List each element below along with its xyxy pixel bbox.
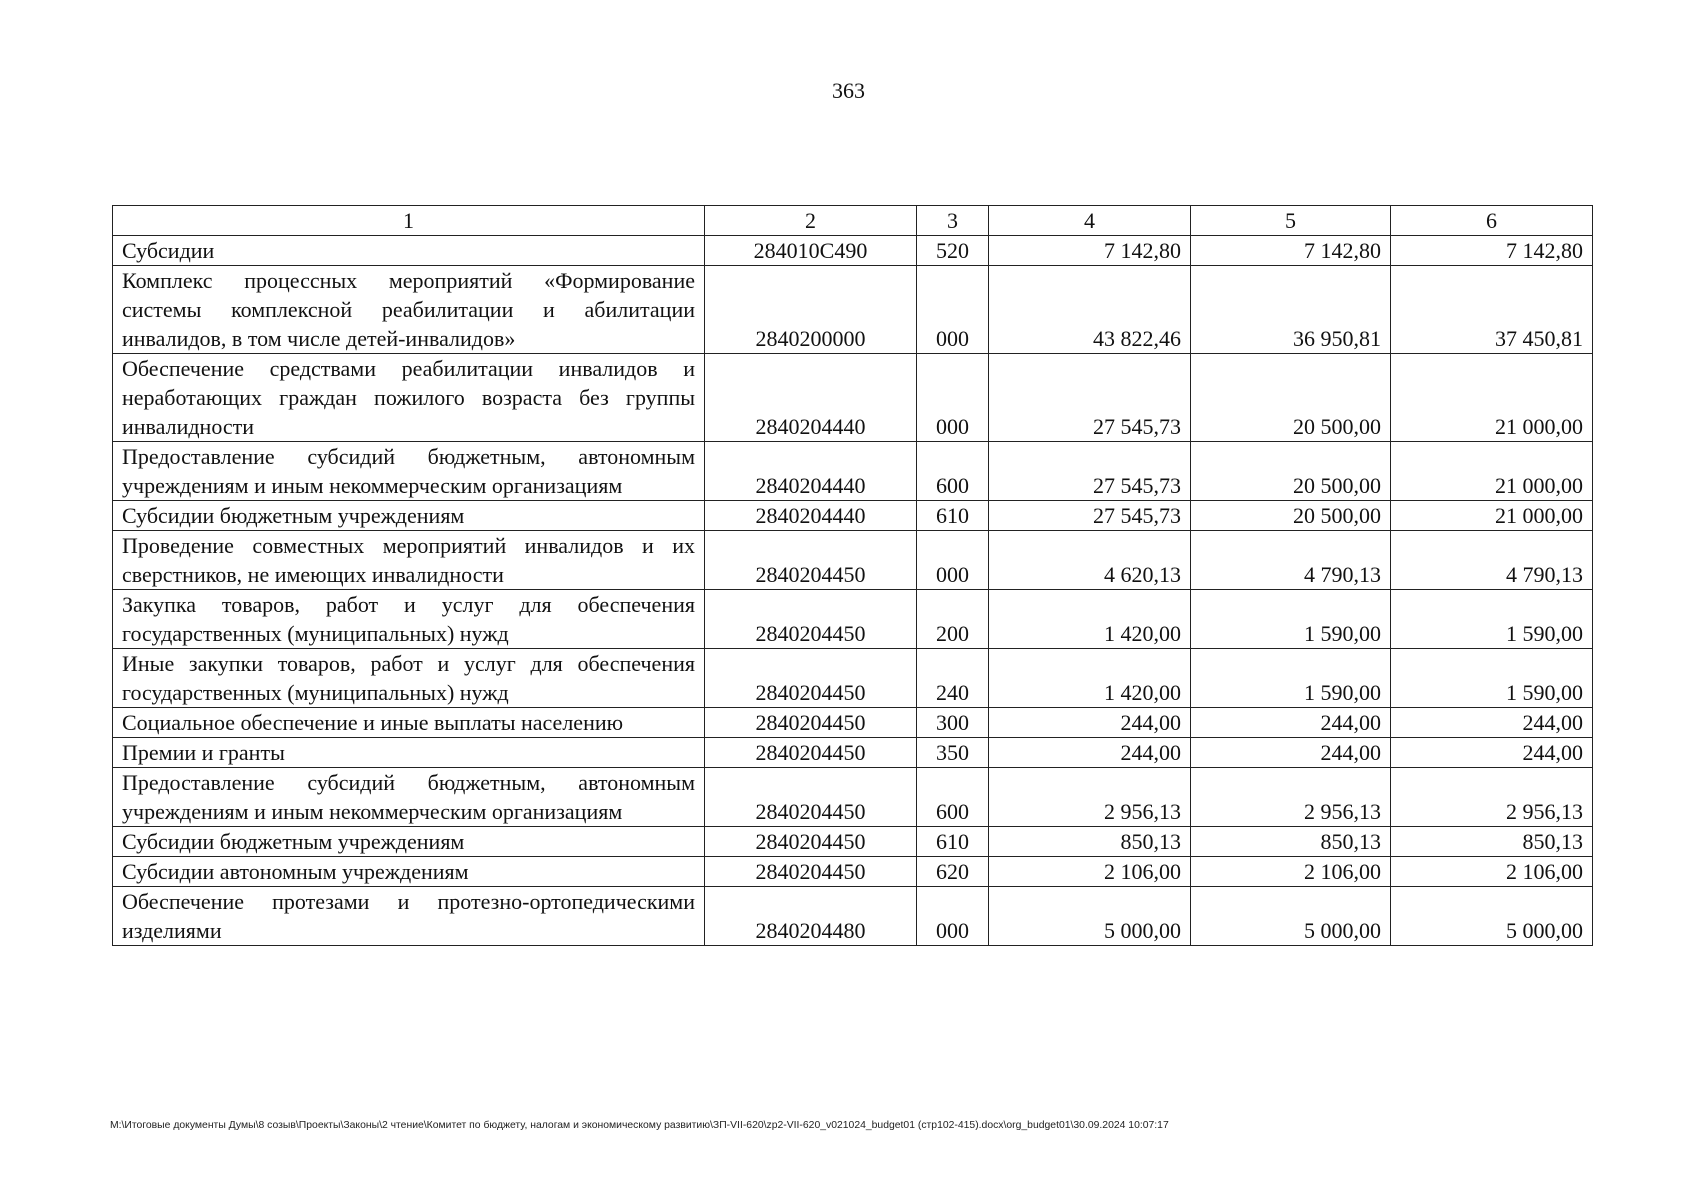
- table-row: [113, 442, 1593, 501]
- row-value-col4-cell: 7 142,80: [989, 236, 1191, 266]
- row-value-col4-cell: 2 106,00: [989, 857, 1191, 887]
- row-value-col4-cell: 850,13: [989, 827, 1191, 857]
- row-code-cell: 2840204450: [705, 590, 917, 649]
- row-value-col4-cell: 1 420,00: [989, 590, 1191, 649]
- row-value-col5-cell: 7 142,80: [1191, 236, 1391, 266]
- row-expense-type-cell: 000: [917, 887, 989, 946]
- row-value-col5-cell: 244,00: [1191, 738, 1391, 768]
- row-value-col5-cell: 1 590,00: [1191, 649, 1391, 708]
- row-expense-type-cell: 520: [917, 236, 989, 266]
- row-value-col4-cell: 27 545,73: [989, 354, 1191, 442]
- row-value-col4-cell: 1 420,00: [989, 649, 1191, 708]
- row-value-col5-cell: 20 500,00: [1191, 354, 1391, 442]
- table-row: [113, 354, 1593, 442]
- table-row: [113, 501, 1593, 531]
- row-value-col6-cell: 5 000,00: [1391, 887, 1593, 946]
- row-value-col5-cell: 36 950,81: [1191, 266, 1391, 354]
- row-expense-type-cell: 000: [917, 354, 989, 442]
- row-value-col4-cell: 4 620,13: [989, 531, 1191, 590]
- row-value-col6-cell: 2 106,00: [1391, 857, 1593, 887]
- footer-file-path: M:\Итоговые документы Думы\8 созыв\Проекты\Законы\2 чтение\Комитет по бюджету, налогам и экономическому развитию\ЗП-VII-620\zp2-VII-620_v021024_budget01 (стр102-415).docx\org_budget01\30.09.2024 10:07:17: [110, 1120, 1169, 1131]
- row-expense-type-cell: 200: [917, 590, 989, 649]
- budget-table-body: [113, 206, 1593, 946]
- table-row: [113, 531, 1593, 590]
- row-value-col6-cell: 244,00: [1391, 708, 1593, 738]
- table-row: [113, 857, 1593, 887]
- row-name-cell: Субсидии автономным учреждениям: [113, 857, 705, 887]
- row-value-col4-cell: 2 956,13: [989, 768, 1191, 827]
- row-value-col6-cell: 4 790,13: [1391, 531, 1593, 590]
- row-name-cell: Закупка товаров, работ и услуг для обеспечения государственных (муниципальных) нужд: [113, 590, 705, 649]
- row-name-cell: Обеспечение протезами и протезно-ортопедическими изделиями: [113, 887, 705, 946]
- column-header: 4: [989, 206, 1191, 236]
- row-code-cell: 2840204450: [705, 857, 917, 887]
- budget-table: [112, 205, 1593, 946]
- row-value-col5-cell: 1 590,00: [1191, 590, 1391, 649]
- table-row: [113, 708, 1593, 738]
- row-code-cell: 2840204440: [705, 501, 917, 531]
- row-value-col5-cell: 4 790,13: [1191, 531, 1391, 590]
- row-value-col4-cell: 27 545,73: [989, 442, 1191, 501]
- row-value-col4-cell: 27 545,73: [989, 501, 1191, 531]
- row-value-col5-cell: 244,00: [1191, 708, 1391, 738]
- row-expense-type-cell: 350: [917, 738, 989, 768]
- row-value-col5-cell: 20 500,00: [1191, 501, 1391, 531]
- row-value-col5-cell: 20 500,00: [1191, 442, 1391, 501]
- row-value-col4-cell: 5 000,00: [989, 887, 1191, 946]
- row-code-cell: 284010С490: [705, 236, 917, 266]
- row-value-col4-cell: 244,00: [989, 708, 1191, 738]
- row-expense-type-cell: 620: [917, 857, 989, 887]
- table-row: [113, 236, 1593, 266]
- row-name-cell: Обеспечение средствами реабилитации инвалидов и неработающих граждан пожилого возраста без группы инвалидности: [113, 354, 705, 442]
- row-value-col6-cell: 1 590,00: [1391, 649, 1593, 708]
- row-name-cell: Субсидии бюджетным учреждениям: [113, 827, 705, 857]
- row-name-cell: Предоставление субсидий бюджетным, автономным учреждениям и иным некоммерческим организациям: [113, 442, 705, 501]
- row-code-cell: 2840204450: [705, 649, 917, 708]
- row-name-cell: Проведение совместных мероприятий инвалидов и их сверстников, не имеющих инвалидности: [113, 531, 705, 590]
- row-value-col6-cell: 7 142,80: [1391, 236, 1593, 266]
- row-expense-type-cell: 600: [917, 768, 989, 827]
- row-value-col5-cell: 2 956,13: [1191, 768, 1391, 827]
- table-row: [113, 827, 1593, 857]
- table-row: [113, 768, 1593, 827]
- row-expense-type-cell: 000: [917, 531, 989, 590]
- page-number: 363: [832, 78, 865, 103]
- row-code-cell: 2840204450: [705, 738, 917, 768]
- row-code-cell: 2840204440: [705, 442, 917, 501]
- row-name-cell: Предоставление субсидий бюджетным, автономным учреждениям и иным некоммерческим организациям: [113, 768, 705, 827]
- row-value-col6-cell: 1 590,00: [1391, 590, 1593, 649]
- table-row: [113, 590, 1593, 649]
- row-code-cell: 2840200000: [705, 266, 917, 354]
- row-name-cell: Субсидии бюджетным учреждениям: [113, 501, 705, 531]
- row-value-col5-cell: 5 000,00: [1191, 887, 1391, 946]
- row-code-cell: 2840204450: [705, 531, 917, 590]
- row-expense-type-cell: 610: [917, 827, 989, 857]
- column-header: 1: [113, 206, 705, 236]
- row-value-col4-cell: 244,00: [989, 738, 1191, 768]
- column-header: 5: [1191, 206, 1391, 236]
- row-name-cell: Иные закупки товаров, работ и услуг для обеспечения государственных (муниципальных) нужд: [113, 649, 705, 708]
- row-code-cell: 2840204480: [705, 887, 917, 946]
- row-name-cell: Комплекс процессных мероприятий «Формирование системы комплексной реабилитации и абилитации инвалидов, в том числе детей-инвалидов»: [113, 266, 705, 354]
- column-header: 3: [917, 206, 989, 236]
- column-header: 6: [1391, 206, 1593, 236]
- row-expense-type-cell: 610: [917, 501, 989, 531]
- row-expense-type-cell: 300: [917, 708, 989, 738]
- row-expense-type-cell: 240: [917, 649, 989, 708]
- table-row: [113, 649, 1593, 708]
- row-value-col6-cell: 850,13: [1391, 827, 1593, 857]
- column-header: 2: [705, 206, 917, 236]
- row-code-cell: 2840204450: [705, 708, 917, 738]
- row-value-col6-cell: 21 000,00: [1391, 501, 1593, 531]
- row-value-col5-cell: 2 106,00: [1191, 857, 1391, 887]
- table-row: [113, 266, 1593, 354]
- row-value-col6-cell: 2 956,13: [1391, 768, 1593, 827]
- row-value-col6-cell: 37 450,81: [1391, 266, 1593, 354]
- row-value-col5-cell: 850,13: [1191, 827, 1391, 857]
- row-code-cell: 2840204450: [705, 827, 917, 857]
- row-name-cell: Социальное обеспечение и иные выплаты населению: [113, 708, 705, 738]
- table-row: [113, 887, 1593, 946]
- row-value-col6-cell: 21 000,00: [1391, 354, 1593, 442]
- row-name-cell: Субсидии: [113, 236, 705, 266]
- row-code-cell: 2840204440: [705, 354, 917, 442]
- row-name-cell: Премии и гранты: [113, 738, 705, 768]
- row-value-col6-cell: 21 000,00: [1391, 442, 1593, 501]
- row-expense-type-cell: 000: [917, 266, 989, 354]
- row-code-cell: 2840204450: [705, 768, 917, 827]
- table-header-row: [113, 206, 1593, 236]
- table-row: [113, 738, 1593, 768]
- row-value-col4-cell: 43 822,46: [989, 266, 1191, 354]
- row-expense-type-cell: 600: [917, 442, 989, 501]
- row-value-col6-cell: 244,00: [1391, 738, 1593, 768]
